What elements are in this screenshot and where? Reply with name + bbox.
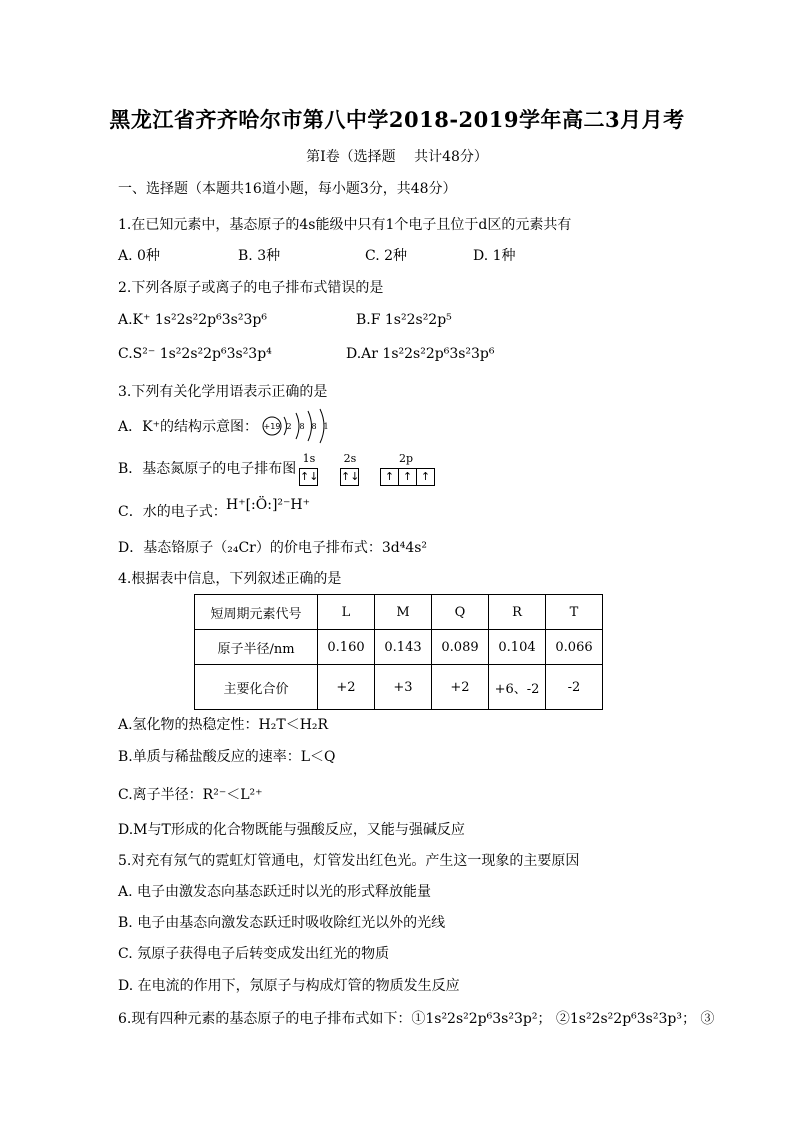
question-3-option-b: B．基态氮原子的电子排布图 [118,461,297,477]
question-3-option-c: C．水的电子式： [118,504,227,520]
orbital-2p-box-3: ↑ [416,468,435,486]
table-header-cell: 短周期元素代号 [195,595,318,630]
question-4-option-d: D.M与T形成的化合物既能与强酸反应，又能与强碱反应 [118,822,465,838]
table-cell: 主要化合价 [195,665,318,710]
question-4-option-c: C.离子半径：R²⁻＜L²⁺ [118,787,263,803]
question-6-stem: 6.现有四种元素的基态原子的电子排布式如下：①1s²2s²2p⁶3s²3p²； ②1s²2s²2p⁶3s²3p³； ③ [118,1011,715,1027]
question-5-option-b: B. 电子由基态向激发态跃迁时吸收除红光以外的光线 [118,915,446,931]
table-header-cell: L [318,595,375,630]
question-1-option-d: D. 1种 [473,248,516,264]
element-data-table [194,594,603,710]
orbital-1s [300,452,318,488]
orbital-2p-label: 2p [398,452,414,465]
question-3-stem: 3.下列有关化学用语表示正确的是 [118,384,328,400]
table-cell: +3 [375,665,432,710]
question-4-option-b: B.单质与稀盐酸反应的速率：L＜Q [118,749,336,765]
orbital-1s-box: ↑↓ [299,468,318,486]
atom-structure-diagram [262,408,332,444]
table-cell: 0.160 [318,630,375,665]
question-1-option-a: A. 0种 [118,248,160,264]
orbital-2p-box-1: ↑ [380,468,399,486]
table-row [195,630,603,665]
orbital-2s [341,452,359,488]
orbital-1s-label: 1s [302,452,316,465]
water-electron-formula: H⁺[:Ö:]²⁻H⁺ [226,497,311,513]
question-1-option-c: C. 2种 [365,248,408,264]
question-3-option-d: D．基态铬原子（₂₄Cr）的价电子排布式：3d⁴4s² [118,540,428,556]
atom-shell-1-count: 2 [286,422,292,431]
table-cell: +6、-2 [489,665,546,710]
question-1-option-b: B. 3种 [238,248,281,264]
orbital-2p-box-2: ↑ [398,468,417,486]
question-5-option-a: A. 电子由激发态向基态跃迁时以光的形式释放能量 [118,884,432,900]
question-5-stem: 5.对充有氖气的霓虹灯管通电，灯管发出红色光。产生这一现象的主要原因 [118,853,580,869]
orbital-2s-box: ↑↓ [340,468,359,486]
question-2-option-a: A.K⁺ 1s²2s²2p⁶3s²3p⁶ [118,312,267,328]
section-heading: 一、选择题（本题共16道小题，每小题3分，共48分） [118,181,457,197]
atom-nucleus-label: +19 [263,422,281,431]
question-2-stem: 2.下列各原子或离子的电子排布式错误的是 [118,280,384,296]
table-cell: +2 [318,665,375,710]
atom-shell-4-count: 1 [323,422,329,431]
table-cell: 0.104 [489,630,546,665]
table-cell: 0.066 [546,630,603,665]
question-4-option-a: A.氢化物的热稳定性：H₂T＜H₂R [118,717,329,733]
table-row [195,665,603,710]
table-cell: 0.143 [375,630,432,665]
page-subtitle: 第I卷（选择题 共计48分） [306,149,488,165]
table-header-cell: M [375,595,432,630]
table-header-cell: R [489,595,546,630]
table-header-row [195,595,603,630]
question-2-option-b: B.F 1s²2s²2p⁵ [356,312,452,328]
table-header-cell: Q [432,595,489,630]
question-2-option-c: C.S²⁻ 1s²2s²2p⁶3s²3p⁴ [118,346,272,362]
question-1-stem: 1.在已知元素中，基态原子的4s能级中只有1个电子且位于d区的元素共有 [118,217,572,233]
table-cell: 原子半径/nm [195,630,318,665]
question-3-option-a: A．K⁺的结构示意图： [118,419,258,435]
page-title: 黑龙江省齐齐哈尔市第八中学2018-2019学年高二3月月考 [109,107,685,132]
atom-shell-3-count: 8 [311,422,317,431]
table-cell: 0.089 [432,630,489,665]
atom-shell-2-count: 8 [299,422,305,431]
question-5-option-d: D. 在电流的作用下，氖原子与构成灯管的物质发生反应 [118,978,460,994]
table-header-cell: T [546,595,603,630]
orbital-2s-label: 2s [343,452,357,465]
table-cell: -2 [546,665,603,710]
question-4-stem: 4.根据表中信息，下列叙述正确的是 [118,571,342,587]
question-5-option-c: C. 氖原子获得电子后转变成发出红光的物质 [118,946,390,962]
orbital-2p [380,452,432,488]
question-2-option-d: D.Ar 1s²2s²2p⁶3s²3p⁶ [346,346,495,362]
table-cell: +2 [432,665,489,710]
